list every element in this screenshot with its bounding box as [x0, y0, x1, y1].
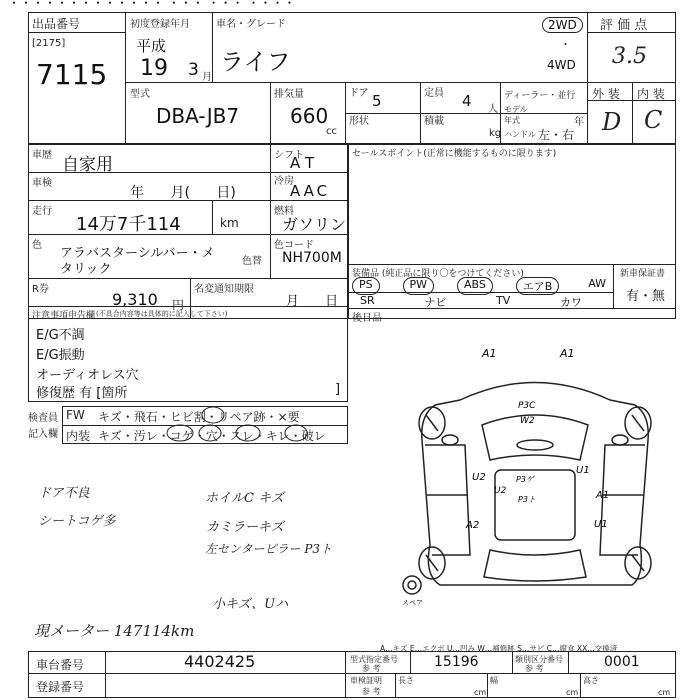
length-unit: cm — [474, 688, 487, 697]
ac-label: 冷房 — [274, 176, 294, 187]
mark-w2: W2 — [520, 416, 535, 426]
shift-value: A T — [290, 154, 315, 172]
shape-label: 形状 — [349, 116, 369, 127]
inspector-label-1: 検査員 — [28, 413, 58, 424]
mark-u1-a: U1 — [576, 465, 590, 476]
inspection-value: 年 月( 日) — [130, 185, 236, 201]
lot-code: [2175] — [32, 38, 66, 49]
exterior-label: 外 装 — [592, 87, 620, 101]
handle-value: 左・右 — [538, 128, 575, 142]
designation-value: 15196 — [434, 654, 479, 670]
seats-label: 定員 — [424, 88, 444, 99]
mark-u2-a: U2 — [472, 472, 486, 483]
car-name: ライフ — [220, 48, 291, 76]
inspector-circles — [60, 404, 350, 446]
width-unit: cm — [566, 688, 579, 697]
note-line-3: オーディオレス穴 — [36, 368, 139, 383]
inspector-row1-head: FW — [66, 408, 85, 422]
category-sub: 参 考 — [525, 664, 544, 673]
hand-right-2: カミラーキズ — [206, 520, 284, 535]
mark-a1-right: A1 — [560, 347, 575, 360]
color-code-value: NH700M — [282, 250, 342, 266]
load-unit: kg — [489, 128, 502, 139]
note-line-1: E/G不調 — [36, 328, 85, 343]
designation-sub: 参 考 — [362, 664, 381, 673]
score-label: 評 価 点 — [600, 18, 648, 33]
notes-sub: (不具合内容等は具体的に記入して下さい) — [96, 310, 228, 318]
equipment-sr: SR — [360, 294, 375, 307]
recycle-unit: 円 — [172, 298, 185, 312]
displacement-label: 排気量 — [274, 89, 304, 100]
mark-p3ge: P3ゲ — [516, 475, 534, 484]
recycle-value: 9,310 — [112, 290, 158, 309]
car-damage-diagram — [400, 345, 670, 645]
spare-label: スペア — [402, 599, 423, 607]
equipment-ps: PS — [352, 277, 380, 295]
first-reg-month: 3 — [188, 60, 199, 80]
model-label: 型式 — [130, 89, 150, 100]
inspection-cert-label: 車検証明 — [350, 676, 382, 685]
equipment-tv: TV — [496, 294, 511, 307]
equipment-pw: PW — [403, 277, 435, 295]
inspector-row2-head: 内装 — [66, 429, 91, 443]
mark-a2: A2 — [466, 520, 480, 531]
mileage-value: 14万7千114 — [76, 214, 181, 235]
rear-goods-label: 後日品 — [352, 313, 382, 324]
notes-label: 注意事項申告欄 — [32, 311, 96, 321]
hand-bottom: 小キズ、Uハ — [212, 597, 289, 612]
inspection-label: 車検 — [32, 178, 52, 189]
inspector-row2-body: キズ・汚レ・コゲ・穴・スレ・キレ・破レ — [98, 429, 326, 443]
interior-grade: C — [644, 106, 663, 134]
equipment-label: 装備品 (純正品に限り〇をつけてください) — [352, 269, 524, 279]
ac-value: AAC — [290, 182, 331, 200]
equipment-navi: ナビ — [424, 296, 447, 309]
inspector-row1-body: キズ・飛石・ヒビ割・リペア跡・×要 — [98, 410, 300, 424]
fuel-label: 燃料 — [274, 206, 294, 217]
load-label: 積載 — [424, 116, 444, 127]
note-line-4: 修復歴 有 [箇所 — [36, 386, 128, 401]
mark-a1-side: A1 — [596, 490, 610, 501]
usage-label: 車歴 — [32, 150, 52, 161]
color-value-1: アラバスターシルバー・メ — [60, 246, 215, 261]
score-value: 3.5 — [612, 44, 647, 69]
length-label: 長さ — [398, 676, 414, 685]
doors-label: ドア — [349, 88, 369, 99]
mark-p3c: P3C — [518, 401, 536, 411]
first-reg-label: 初度登録年月 — [130, 19, 190, 30]
height-unit: cm — [658, 688, 671, 697]
inspection-cert-sub: 参 考 — [362, 687, 381, 696]
hand-left-1: ドア不良 — [38, 486, 90, 501]
equipment-abs: ABS — [457, 277, 493, 295]
warranty-value: 有・無 — [626, 289, 666, 304]
width-label: 幅 — [490, 676, 498, 685]
mark-u1-b: U1 — [594, 519, 608, 530]
model-year-unit: 年 — [574, 117, 584, 128]
interior-label: 内 装 — [637, 87, 665, 101]
usage-value: 自家用 — [62, 155, 113, 175]
color-code-label: 色コード — [274, 240, 314, 251]
mark-p3to: P3ト — [518, 495, 536, 504]
mark-u2-b: U2 — [494, 486, 507, 496]
category-value: 0001 — [604, 654, 640, 670]
name-label: 車名・グレード — [216, 19, 286, 30]
category-label: 類別区分番号 — [515, 655, 563, 664]
fuel-value: ガソリン — [282, 215, 347, 234]
designation-label: 型式指定番号 — [350, 655, 398, 664]
model-year-label: モデル 年式 — [504, 105, 528, 125]
warranty-label: 新車保証書 — [620, 269, 666, 279]
dealer-label: ディーラー・並行 — [504, 91, 576, 101]
chassis-label: 車台番号 — [36, 658, 85, 672]
exterior-grade: D — [602, 108, 622, 136]
color-change: 色替 — [242, 256, 262, 267]
first-reg-year: 19 — [140, 56, 168, 81]
recycle-label: R券 — [32, 284, 49, 295]
note-line-2: E/G振動 — [36, 348, 85, 363]
seats-unit: 人 — [488, 104, 498, 115]
hand-right-3: 左センターピラー P3ト — [205, 542, 333, 556]
doors-value: 5 — [372, 92, 382, 110]
lot-number: 7115 — [36, 58, 108, 91]
drive-2wd: 2WD — [542, 17, 583, 33]
top-banner: ・・・・・・・・・・・・・ ・・・ ・・・ ・・・・ — [8, 0, 296, 10]
model-value: DBA-JB7 — [156, 104, 240, 128]
mark-a1-left: A1 — [482, 347, 497, 360]
first-reg-month-unit: 月 — [202, 72, 212, 83]
mileage-unit: km — [220, 216, 239, 230]
note-bracket: ] — [335, 382, 341, 397]
hand-meter: 現メーター 147114km — [34, 622, 195, 640]
drive-dot: ・ — [560, 38, 571, 51]
first-reg-era: 平成 — [136, 37, 167, 55]
color-value-2: タリック — [60, 262, 112, 277]
handle-label: ハンドル — [504, 130, 536, 139]
hand-right-1: ホイルC キズ — [205, 491, 284, 506]
height-label: 高さ — [583, 676, 599, 685]
sales-point-label: セールスポイント(正常に機能するものに限ります) — [352, 149, 557, 159]
name-change-value: 月 日 — [286, 294, 339, 309]
chassis-value: 4402425 — [184, 652, 256, 671]
inspector-label-2: 記入欄 — [28, 429, 58, 440]
equipment-airbag: エアB — [516, 277, 560, 295]
seats-value: 4 — [462, 92, 472, 110]
equipment-row-1 — [352, 277, 612, 295]
displacement-unit: cc — [326, 126, 337, 137]
reg-number-label: 登録番号 — [36, 680, 85, 694]
hand-left-2: シートコゲ多 — [38, 514, 116, 529]
drive-4wd: 4WD — [547, 58, 576, 72]
damage-legend: A…キズ E…エクボ U…凹み W…補修跡 S…サビ C…腐食 XX…交換済 — [380, 644, 618, 653]
shift-label: シフト — [274, 150, 304, 161]
name-change-label: 名変通知期限 — [194, 284, 254, 295]
color-label: 色 — [32, 240, 42, 251]
lot-label: 出品番号 — [32, 17, 81, 31]
displacement-value: 660 — [290, 104, 329, 128]
equipment-leather: カワ — [560, 296, 582, 309]
mileage-label: 走行 — [32, 206, 52, 217]
equipment-aw: AW — [588, 277, 606, 290]
